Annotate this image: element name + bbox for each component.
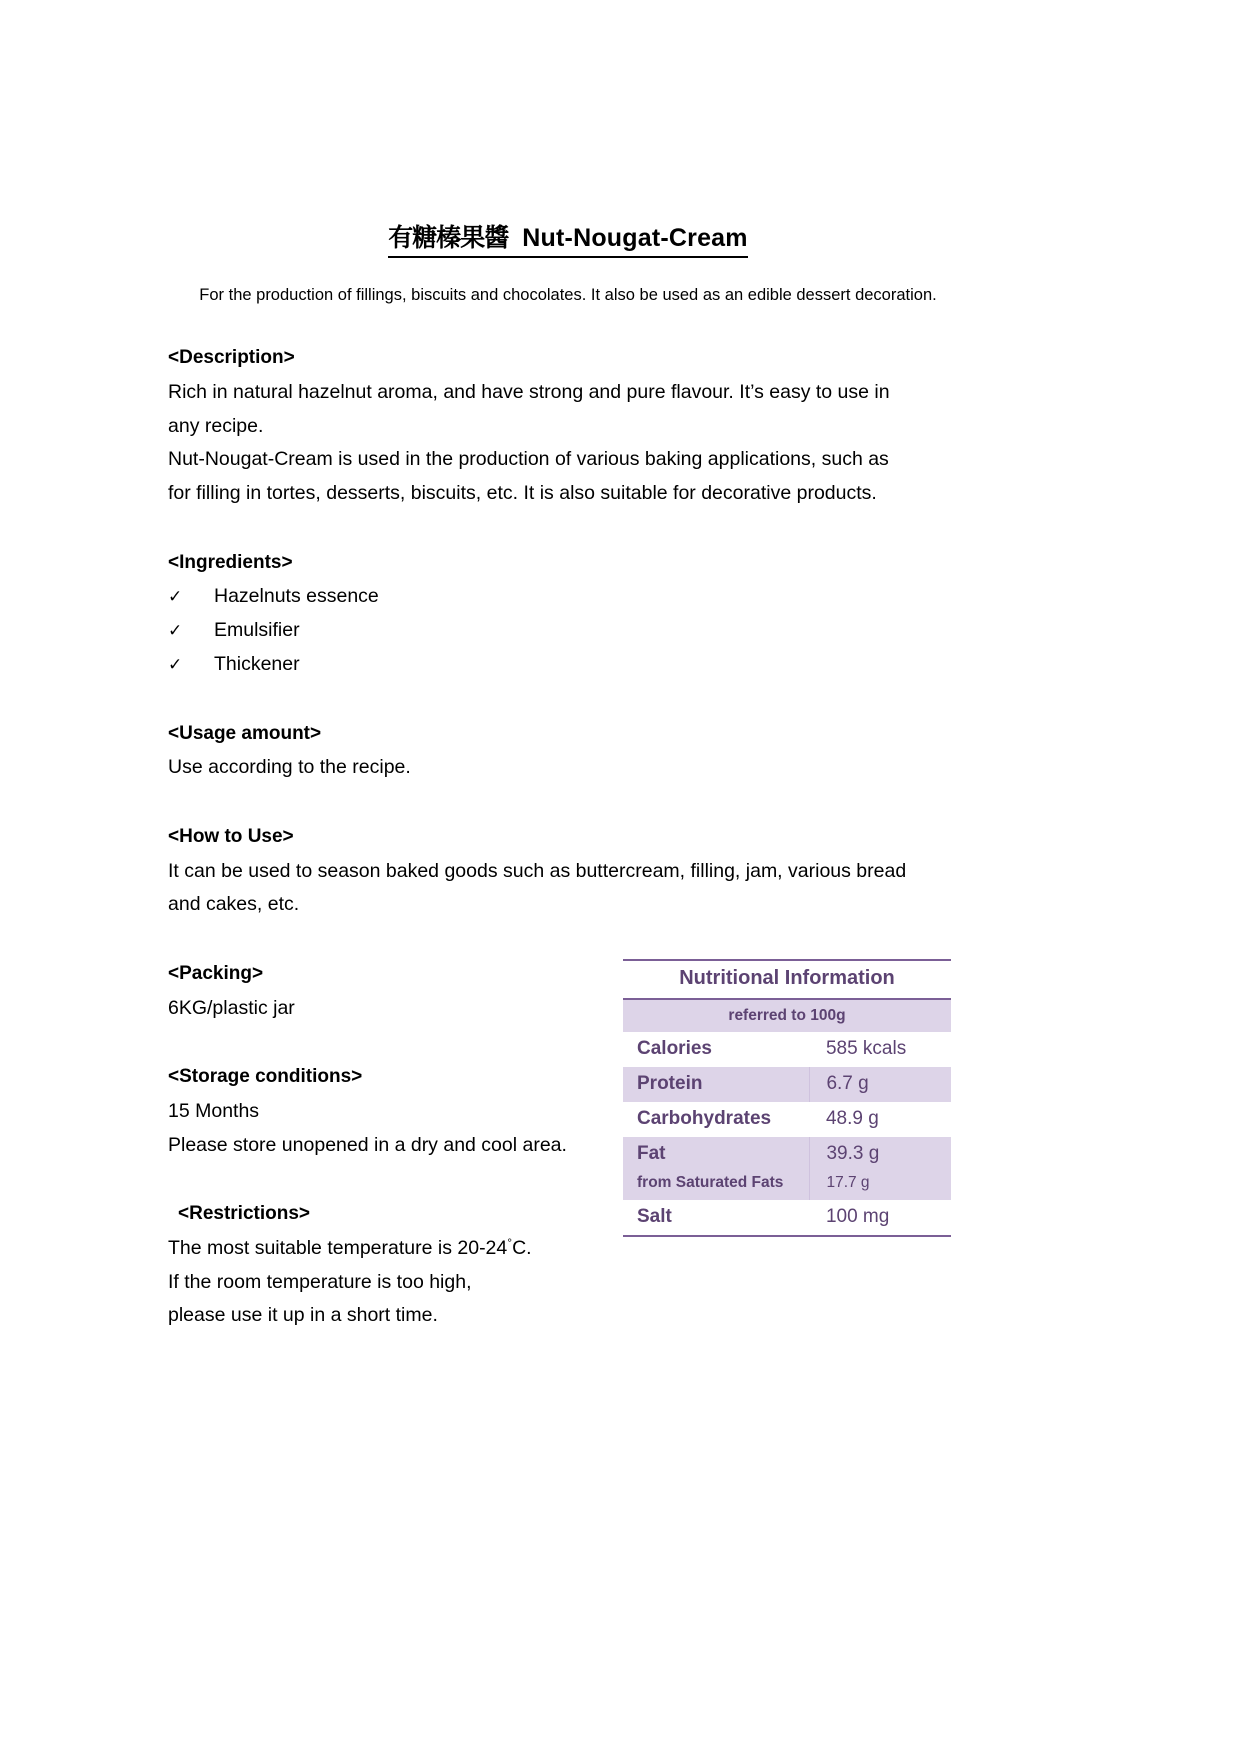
- nutrient-value: 100 mg: [825, 1206, 890, 1227]
- section-how-to-use: [168, 823, 968, 922]
- usage-amount-heading: <Usage amount>: [168, 722, 322, 744]
- table-row: [623, 1172, 951, 1200]
- restrictions-line-1: [168, 1232, 638, 1266]
- restrictions-temp-text: The most suitable temperature is 20-24: [168, 1236, 508, 1259]
- nutrient-label: Carbohydrates: [637, 1108, 772, 1129]
- nutrient-value: 17.7 g: [810, 1172, 951, 1200]
- lower-left-column: [168, 960, 638, 1333]
- section-storage-conditions: [168, 1063, 638, 1162]
- list-item: [168, 614, 968, 648]
- title-block: [168, 218, 968, 258]
- description-line-2: any recipe.: [168, 414, 264, 437]
- check-icon: ✓: [168, 654, 183, 675]
- how-to-use-line-2: and cakes, etc.: [168, 893, 300, 916]
- section-usage-amount: [168, 720, 968, 785]
- description-line-3: Nut-Nougat-Cream is used in the production of various baking applications, such as: [168, 448, 889, 471]
- page-title-chinese: 有糖榛果醬: [388, 223, 509, 252]
- page-title-english: Nut-Nougat-Cream: [522, 224, 748, 252]
- nutrient-label: Fat: [623, 1137, 810, 1172]
- description-line-1: Rich in natural hazelnut aroma, and have strong and pure flavour. It’s easy to use in: [168, 380, 890, 403]
- list-item: [168, 648, 968, 682]
- check-icon: ✓: [168, 587, 183, 608]
- table-row: [623, 1067, 951, 1102]
- restrictions-heading: <Restrictions>: [178, 1203, 310, 1225]
- restrictions-line-3: please use it up in a short time.: [168, 1304, 438, 1327]
- ingredient-label: Thickener: [214, 652, 300, 675]
- check-icon: ✓: [168, 621, 183, 642]
- how-to-use-heading: <How to Use>: [168, 825, 294, 847]
- nutrient-label: from Saturated Fats: [623, 1172, 810, 1200]
- restrictions-temp-unit: C.: [512, 1236, 532, 1259]
- usage-amount-line-1: Use according to the recipe.: [168, 756, 411, 779]
- table-subheader: referred to 100g: [623, 999, 951, 1032]
- restrictions-line-2: If the room temperature is too high,: [168, 1270, 472, 1293]
- table-title-row: [623, 961, 951, 999]
- nutrient-label: Calories: [637, 1038, 712, 1059]
- nutrient-value: 585 kcals: [825, 1038, 907, 1059]
- table-row: [623, 1137, 951, 1172]
- packing-line-1: 6KG/plastic jar: [168, 996, 295, 1019]
- how-to-use-line-1: It can be used to season baked goods such as buttercream, filling, jam, various bread: [168, 859, 907, 882]
- table-row: [623, 1032, 951, 1067]
- nutrient-value: 48.9 g: [825, 1108, 879, 1129]
- subtitle: For the production of fillings, biscuits and chocolates. It also be used as an edible dessert decoration.: [199, 286, 937, 304]
- table-bottom-rule: [623, 1236, 951, 1237]
- section-packing: [168, 960, 638, 1025]
- section-restrictions: [168, 1200, 638, 1333]
- description-heading: <Description>: [168, 347, 295, 369]
- table-subheader-row: [623, 999, 951, 1032]
- table-row: [623, 1200, 951, 1236]
- ingredient-label: Emulsifier: [214, 619, 300, 642]
- packing-heading: <Packing>: [168, 962, 264, 984]
- description-line-4: for filling in tortes, desserts, biscuits, etc. It is also suitable for decorative products.: [168, 482, 877, 505]
- list-item: [168, 580, 968, 614]
- nutrient-value: 39.3 g: [810, 1137, 951, 1172]
- page-title: [388, 218, 747, 258]
- table-row: [623, 1102, 951, 1137]
- table-title: Nutritional Information: [623, 961, 951, 999]
- ingredient-label: Hazelnuts essence: [214, 585, 379, 608]
- storage-line-1: 15 Months: [168, 1099, 260, 1122]
- ingredients-heading: <Ingredients>: [168, 551, 293, 573]
- nutrient-label: Salt: [637, 1206, 672, 1227]
- storage-line-2: Please store unopened in a dry and cool area.: [168, 1133, 567, 1156]
- storage-heading: <Storage conditions>: [168, 1066, 363, 1088]
- ingredients-list: [168, 580, 968, 681]
- section-description: [168, 344, 968, 510]
- section-ingredients: [168, 549, 968, 682]
- degree-icon: °: [507, 1235, 513, 1250]
- nutrient-value: 6.7 g: [810, 1067, 951, 1102]
- nutrient-label: Protein: [623, 1067, 810, 1102]
- nutritional-information-table: [623, 959, 951, 1237]
